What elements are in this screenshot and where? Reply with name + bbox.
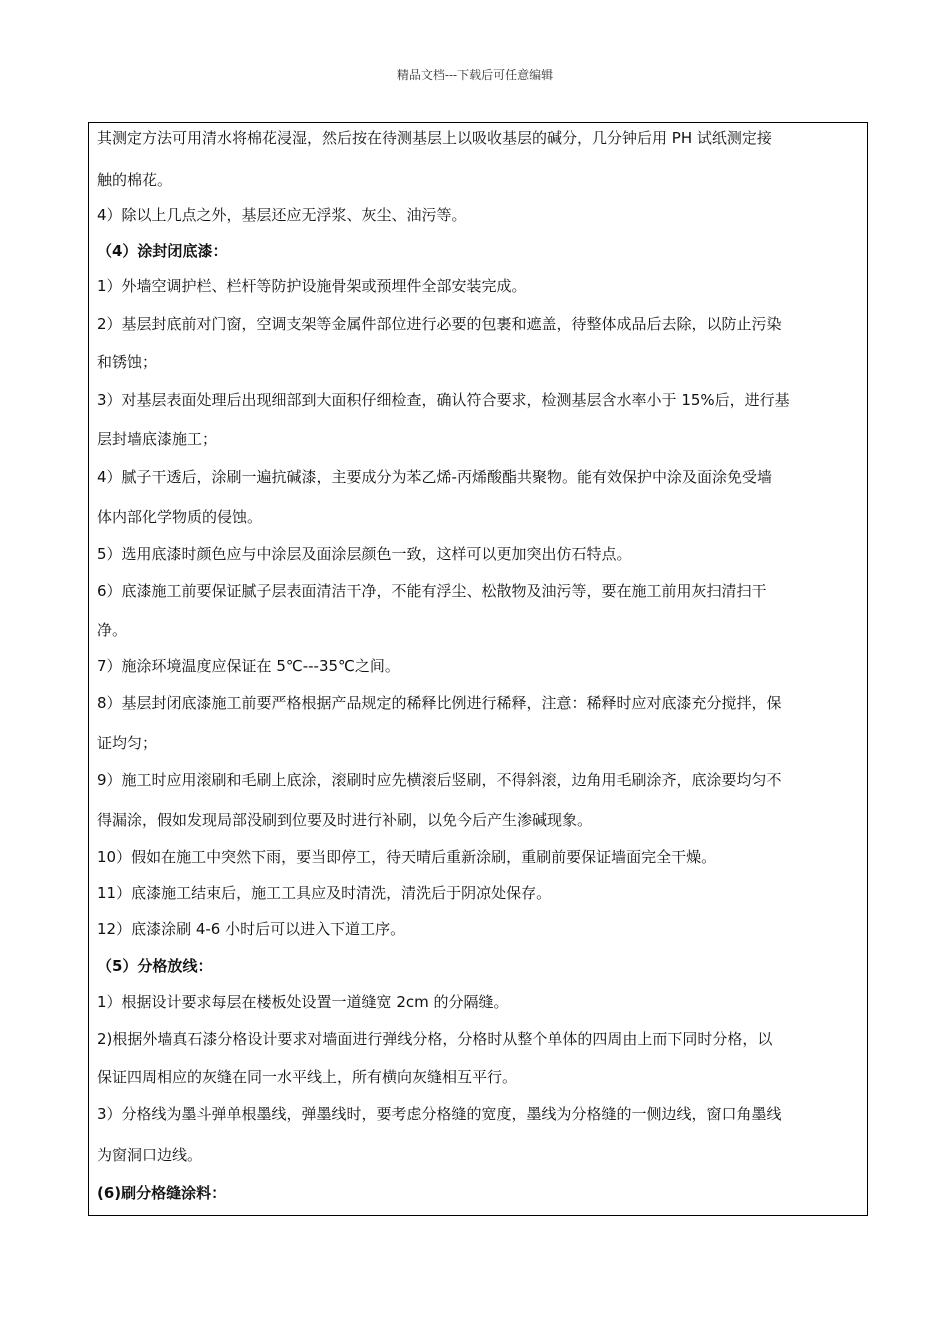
text-line: 3）分格线为墨斗弹单根墨线，弹墨线时，要考虑分格缝的宽度，墨线为分格缝的一侧边线，窗口角墨线 <box>97 1105 782 1123</box>
text-line: 触的棉花。 <box>97 171 173 189</box>
text-line: 1）外墙空调护栏、栏杆等防护设施骨架或预埋件全部安装完成。 <box>97 277 527 295</box>
text-line: 净。 <box>97 621 128 639</box>
text-line: 和锈蚀； <box>97 353 158 371</box>
text-line: 9）施工时应用滚刷和毛刷上底涂，滚刷时应先横滚后竖刷，不得斜滚，边角用毛刷涂齐，底涂要均匀不 <box>97 771 782 789</box>
text-line: 体内部化学物质的侵蚀。 <box>97 508 263 526</box>
text-line: 10）假如在施工中突然下雨，要当即停工，待天晴后重新涂刷，重刷前要保证墙面完全干燥。 <box>97 848 717 866</box>
text-line: 2)根据外墙真石漆分格设计要求对墙面进行弹线分格，分格时从整个单体的四周由上而下同时分格，以 <box>97 1030 773 1048</box>
text-line: 7）施涂环境温度应保证在 5℃---35℃之间。 <box>97 657 400 675</box>
text-line: 为窗洞口边线。 <box>97 1146 203 1164</box>
section-heading: （5）分格放线： <box>97 957 213 975</box>
text-line: 其测定方法可用清水将棉花浸湿，然后按在待测基层上以吸收基层的碱分，几分钟后用 PH 试纸测定接 <box>97 129 772 147</box>
text-line: 保证四周相应的灰缝在同一水平线上，所有横向灰缝相互平行。 <box>97 1068 518 1086</box>
text-line: 得漏涂，假如发现局部没刷到位要及时进行补刷，以免今后产生渗碱现象。 <box>97 811 593 829</box>
text-line: 1）根据设计要求每层在楼板处设置一道缝宽 2cm 的分隔缝。 <box>97 993 509 1011</box>
text-line: 6）底漆施工前要保证腻子层表面清洁干净，不能有浮尘、松散物及油污等，要在施工前用灰扫清扫干 <box>97 582 767 600</box>
text-line: 证均匀； <box>97 734 158 752</box>
text-line: 2）基层封底前对门窗，空调支架等金属件部位进行必要的包裹和遮盖，待整体成品后去除，以防止污染 <box>97 315 782 333</box>
page-header: 精品文档---下载后可任意编辑 <box>396 68 554 82</box>
text-line: 8）基层封闭底漆施工前要严格根据产品规定的稀释比例进行稀释，注意：稀释时应对底漆充分搅拌，保 <box>97 694 782 712</box>
text-line: 4）除以上几点之外，基层还应无浮浆、灰尘、油污等。 <box>97 206 467 224</box>
text-line: 5）选用底漆时颜色应与中涂层及面涂层颜色一致，这样可以更加突出仿石特点。 <box>97 545 632 563</box>
text-line: 3）对基层表面处理后出现细部到大面积仔细检查，确认符合要求，检测基层含水率小于 15%后，进行基 <box>97 391 790 409</box>
text-line: 4）腻子干透后，涂刷一遍抗碱漆，主要成分为苯乙烯-丙烯酸酯共聚物。能有效保护中涂及面涂免受墙 <box>97 468 772 486</box>
text-line: 11）底漆施工结束后，施工工具应及时清洗，清洗后于阴凉处保存。 <box>97 884 552 902</box>
text-line: 层封墙底漆施工； <box>97 430 218 448</box>
section-heading: （4）涂封闭底漆： <box>97 242 228 260</box>
text-line: 12）底漆涂刷 4-6 小时后可以进入下道工序。 <box>97 920 406 938</box>
section-heading: (6)刷分格缝涂料： <box>97 1184 227 1202</box>
